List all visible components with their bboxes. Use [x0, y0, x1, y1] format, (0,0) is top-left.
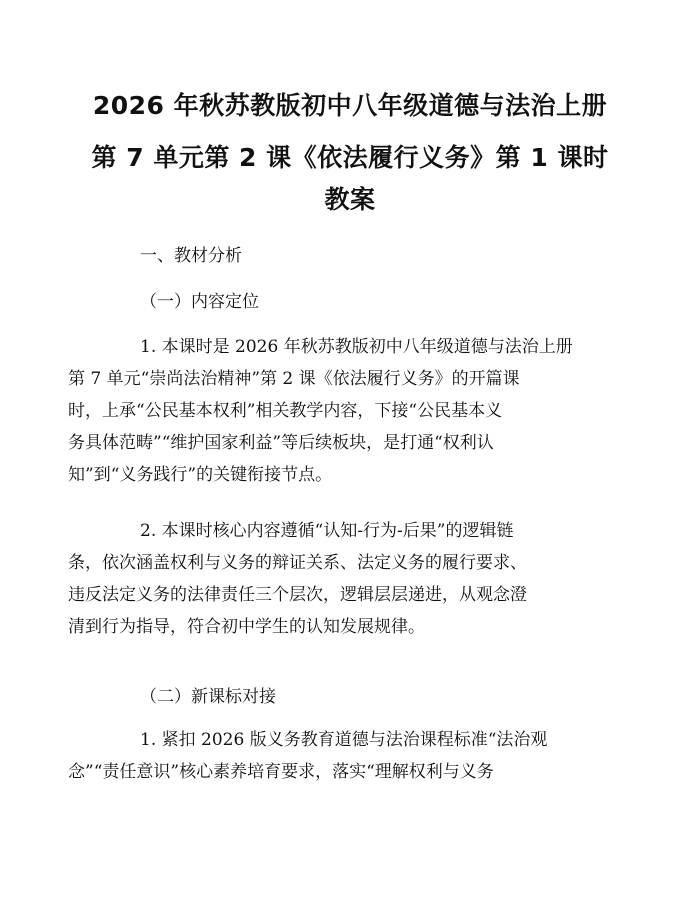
- paragraph-line: 条，依次涵盖权利与义务的辩证关系、法定义务的履行要求、: [68, 553, 527, 573]
- paragraph-line: 违反法定义务的法律责任三个层次，逻辑层层递进，从观念澄: [68, 585, 527, 605]
- paragraph-line: 清到行为指导，符合初中学生的认知发展规律。: [68, 617, 425, 637]
- paragraph-content-positioning-2: [68, 515, 600, 643]
- paragraph-content-positioning-1: [68, 331, 600, 491]
- paragraph-line: 1. 本课时是 2026 年秋苏教版初中八年级道德与法治上册: [140, 337, 573, 357]
- paragraph-line: 1. 紧扣 2026 版义务教育道德与法治课程标准“法治观: [140, 730, 548, 750]
- paragraph-line: 务具体范畴”“维护国家利益”等后续板块，是打通“权利认: [68, 433, 494, 453]
- document-title-line-2: 第 7 单元第 2 课《依法履行义务》第 1 课时: [91, 143, 609, 172]
- subsection-heading-curriculum-standards: （二）新课标对接: [140, 687, 276, 707]
- document-title-line-1: 2026 年秋苏教版初中八年级道德与法治上册: [92, 91, 608, 120]
- paragraph-line: 2. 本课时核心内容遵循“认知-行为-后果”的逻辑链: [140, 521, 514, 541]
- paragraph-line: 时，上承“公民基本权利”相关教学内容，下接“公民基本义: [68, 401, 503, 421]
- paragraph-line: 第 7 单元“崇尚法治精神”第 2 课《依法履行义务》的开篇课: [68, 369, 520, 389]
- document-title-line-3: 教案: [324, 185, 376, 214]
- paragraph-line: 知”到“义务践行”的关键衔接节点。: [68, 465, 333, 485]
- section-heading-textbook-analysis: 一、教材分析: [140, 246, 242, 266]
- subsection-heading-content-positioning: （一）内容定位: [140, 292, 259, 312]
- paragraph-curriculum-standards-1: [68, 724, 600, 788]
- paragraph-line: 念”“责任意识”核心素养培育要求，落实“理解权利与义务: [68, 762, 494, 782]
